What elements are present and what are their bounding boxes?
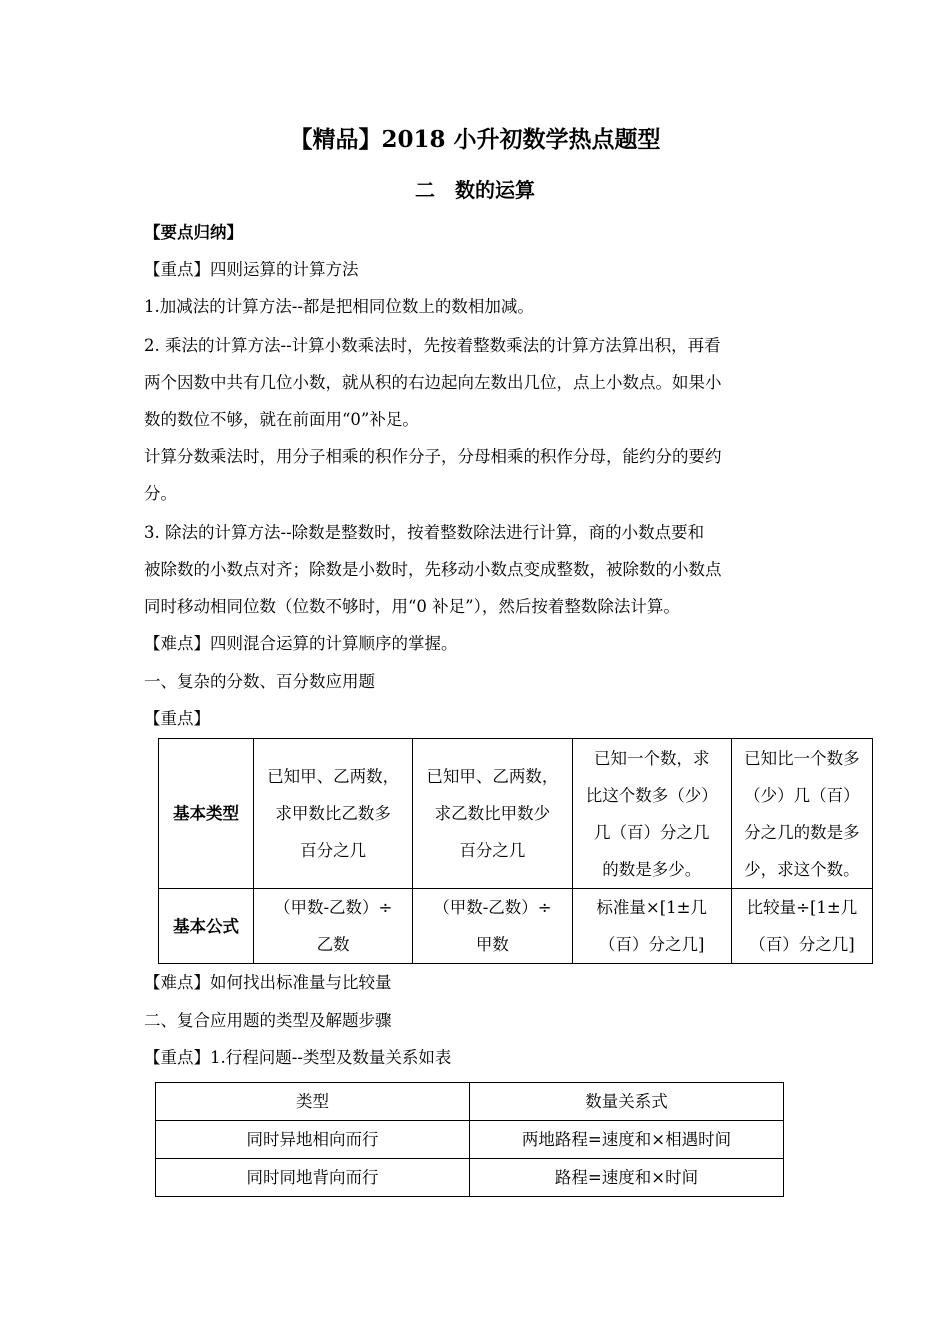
table-cell: 已知比一个数多 （少）几（百） 分之几的数是多 少，求这个数。 <box>731 739 872 889</box>
travel-problem-table <box>155 1082 784 1197</box>
table-row <box>156 1159 784 1197</box>
table-row <box>156 1121 784 1159</box>
table-cell: 路程=速度和×时间 <box>470 1159 784 1197</box>
table-cell: （甲数-乙数）÷ 甲数 <box>413 889 572 964</box>
page-title: 【精品】2018 小升初数学热点题型 <box>289 126 661 153</box>
fraction-problem-table <box>158 738 873 964</box>
key-point-1: 【重点】四则运算的计算方法 <box>144 260 359 279</box>
table-cell: 比较量÷[1±几 （百）分之几] <box>731 889 872 964</box>
row-head-formula: 基本公式 <box>159 889 254 964</box>
paragraph-multiplication-line2: 两个因数中共有几位小数，就从积的右边起向左数出几位，点上小数点。如果小 <box>144 373 722 392</box>
paragraph-multiplication-line3: 数的数位不够，就在前面用“0”补足。 <box>144 410 419 429</box>
key-point-2: 【重点】 <box>144 709 210 728</box>
row-head-type: 基本类型 <box>159 739 254 889</box>
table-header-row <box>156 1083 784 1121</box>
difficulty-point-2: 【难点】如何找出标准量与比较量 <box>144 973 392 992</box>
column-header-relation: 数量关系式 <box>470 1083 784 1121</box>
section-subtitle: 二 数的运算 <box>415 178 535 202</box>
paragraph-division-line3: 同时移动相同位数（位数不够时，用“0 补足”），然后按着整数除法计算。 <box>144 597 680 616</box>
paragraph-addition: 1.加减法的计算方法--都是把相同位数上的数相加减。 <box>144 297 534 316</box>
difficulty-point-1: 【难点】四则混合运算的计算顺序的掌握。 <box>144 634 458 653</box>
table-row <box>159 889 873 964</box>
paragraph-fraction-line2: 分。 <box>144 484 177 503</box>
table-cell: 已知甲、乙两数， 求甲数比乙数多 百分之几 <box>254 739 413 889</box>
paragraph-multiplication-line1: 2. 乘法的计算方法--计算小数乘法时，先按着整数乘法的计算方法算出积，再看 <box>144 336 721 355</box>
column-header-type: 类型 <box>156 1083 470 1121</box>
table-cell: 已知甲、乙两数， 求乙数比甲数少 百分之几 <box>413 739 572 889</box>
table-row <box>159 739 873 889</box>
section-heading-1: 一、复杂的分数、百分数应用题 <box>144 672 375 691</box>
table-cell: 已知一个数，求 比这个数多（少） 几（百）分之几 的数是多少。 <box>572 739 731 889</box>
table-cell: 标准量×[1±几 （百）分之几] <box>572 889 731 964</box>
table-cell: 同时同地背向而行 <box>156 1159 470 1197</box>
summary-heading: 【要点归纳】 <box>144 223 243 242</box>
section-heading-2: 二、复合应用题的类型及解题步骤 <box>144 1011 392 1030</box>
paragraph-fraction-line1: 计算分数乘法时，用分子相乘的积作分子，分母相乘的积作分母，能约分的要约 <box>144 447 722 466</box>
paragraph-division-line1: 3. 除法的计算方法--除数是整数时，按着整数除法进行计算，商的小数点要和 <box>144 523 705 542</box>
table-cell: 两地路程=速度和×相遇时间 <box>470 1121 784 1159</box>
table-cell: 同时异地相向而行 <box>156 1121 470 1159</box>
key-point-3: 【重点】1.行程问题--类型及数量关系如表 <box>144 1048 452 1067</box>
paragraph-division-line2: 被除数的小数点对齐；除数是小数时，先移动小数点变成整数，被除数的小数点 <box>144 560 722 579</box>
table-cell: （甲数-乙数）÷ 乙数 <box>254 889 413 964</box>
